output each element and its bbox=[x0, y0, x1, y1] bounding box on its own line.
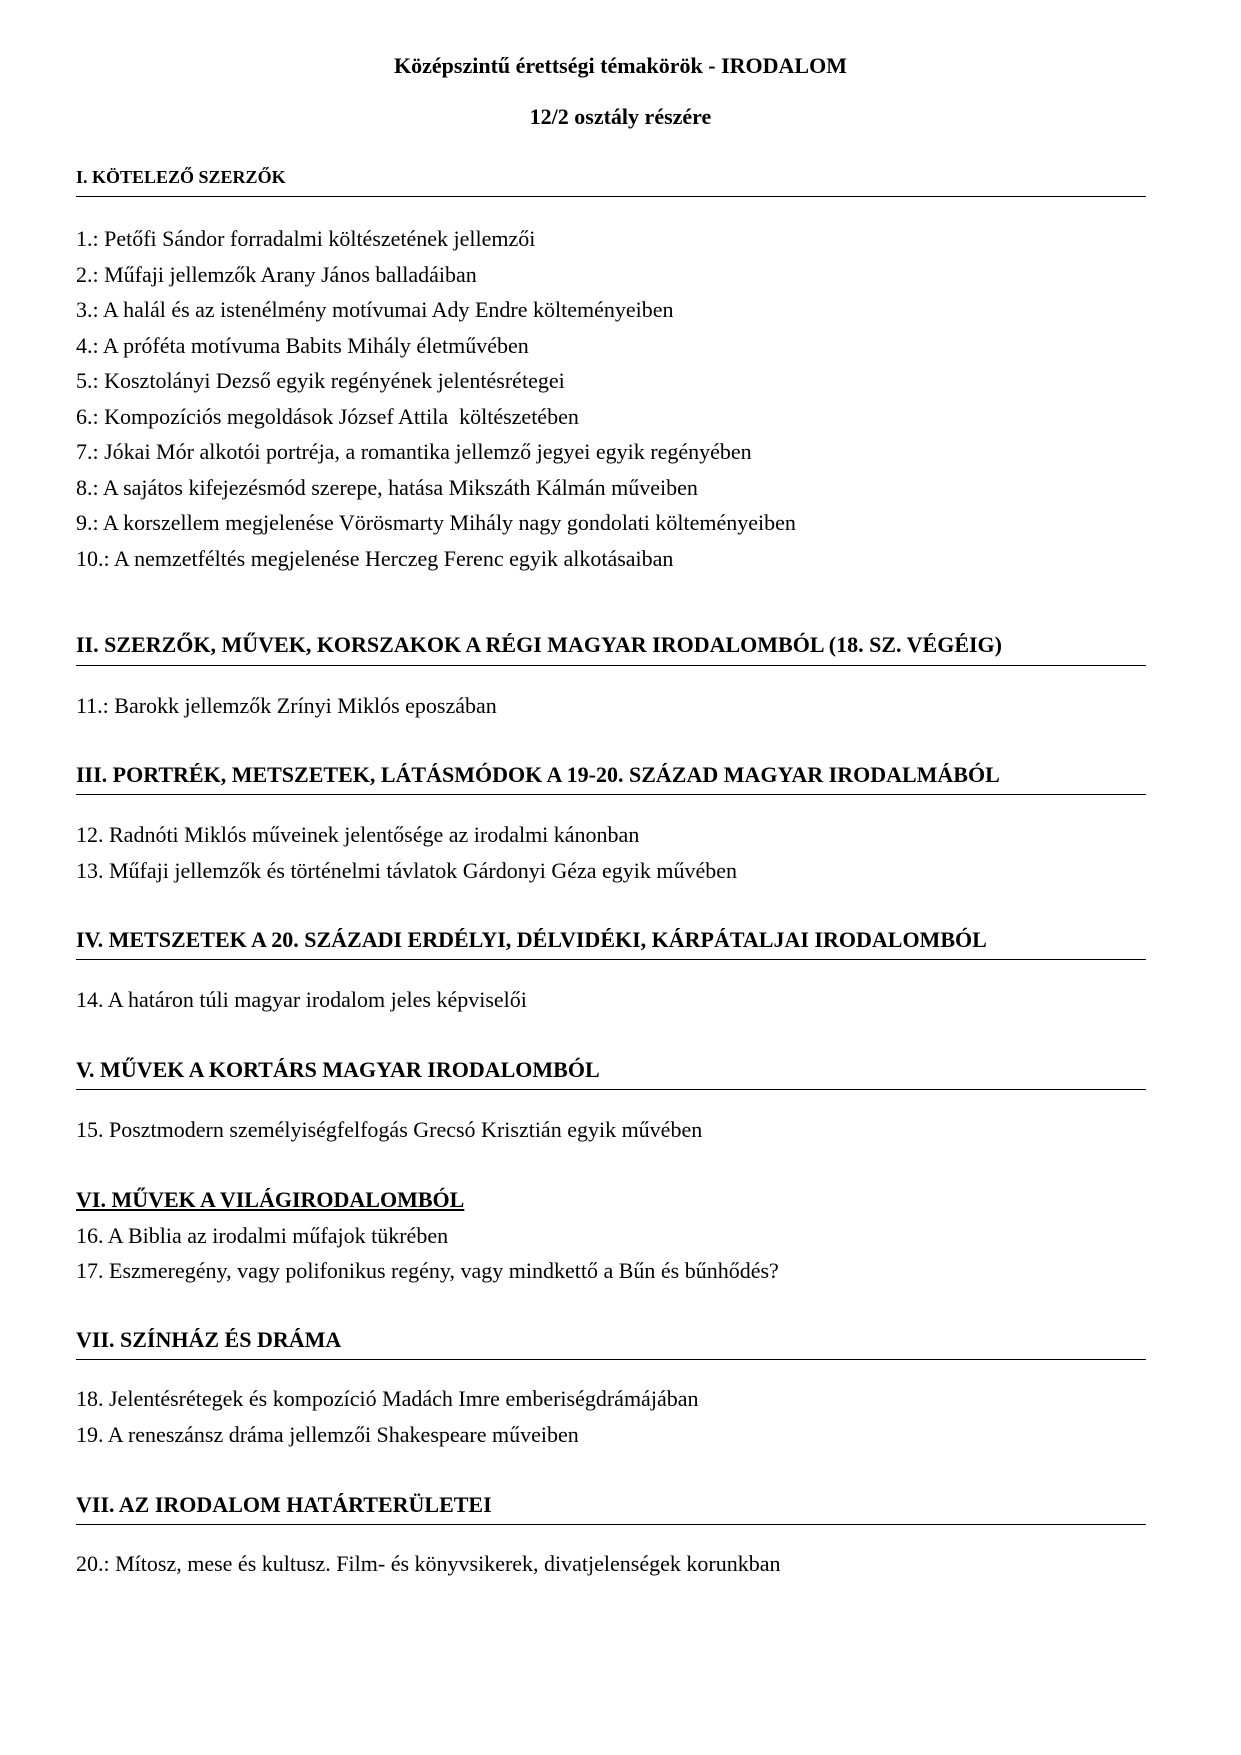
list-item: 7.: Jókai Mór alkotói portréja, a romantika jellemző jegyei egyik regényében bbox=[76, 439, 752, 464]
list-item: 8.: A sajátos kifejezésmód szerepe, hatása Mikszáth Kálmán műveiben bbox=[76, 475, 698, 500]
section-heading-8: VII. AZ IRODALOM HATÁRTERÜLETEI bbox=[76, 1492, 492, 1517]
list-item: 16. A Biblia az irodalmi műfajok tükrében bbox=[76, 1223, 449, 1248]
list-item: 6.: Kompozíciós megoldások József Attila költészetében bbox=[76, 404, 579, 429]
section-divider bbox=[76, 665, 1146, 666]
list-item: 4.: A próféta motívuma Babits Mihály életművében bbox=[76, 333, 529, 358]
list-item: 2.: Műfaji jellemzők Arany János balladáiban bbox=[76, 262, 477, 287]
section-divider bbox=[76, 1089, 1146, 1090]
list-item: 17. Eszmeregény, vagy polifonikus regény, vagy mindkettő a Bűn és bűnhődés? bbox=[76, 1258, 779, 1283]
section-heading-5: V. MŰVEK A KORTÁRS MAGYAR IRODALOMBÓL bbox=[76, 1057, 600, 1082]
list-item: 15. Posztmodern személyiségfelfogás Grecsó Krisztián egyik művében bbox=[76, 1117, 703, 1142]
list-item: 11.: Barokk jellemzők Zrínyi Miklós eposzában bbox=[76, 693, 497, 718]
list-item: 3.: A halál és az istenélmény motívumai Ady Endre költeményeiben bbox=[76, 297, 674, 322]
section-heading-7: VII. SZÍNHÁZ ÉS DRÁMA bbox=[76, 1327, 342, 1352]
list-item: 9.: A korszellem megjelenése Vörösmarty Mihály nagy gondolati költeményeiben bbox=[76, 510, 796, 535]
list-item: 18. Jelentésrétegek és kompozíció Madách Imre emberiségdrámájában bbox=[76, 1386, 699, 1411]
list-item: 14. A határon túli magyar irodalom jeles képviselői bbox=[76, 987, 527, 1012]
section-divider bbox=[76, 959, 1146, 960]
list-item: 12. Radnóti Miklós műveinek jelentősége az irodalmi kánonban bbox=[76, 822, 640, 847]
section-heading-3: III. PORTRÉK, METSZETEK, LÁTÁSMÓDOK A 19-20. SZÁZAD MAGYAR IRODALMÁBÓL bbox=[76, 762, 1000, 787]
section-divider bbox=[76, 1359, 1146, 1360]
list-item: 5.: Kosztolányi Dezső egyik regényének jelentésrétegei bbox=[76, 368, 565, 393]
list-item: 13. Műfaji jellemzők és történelmi távlatok Gárdonyi Géza egyik művében bbox=[76, 858, 738, 883]
list-item: 20.: Mítosz, mese és kultusz. Film- és könyvsikerek, divatjelenségek korunkban bbox=[76, 1551, 781, 1576]
list-item: 10.: A nemzetféltés megjelenése Herczeg Ferenc egyik alkotásaiban bbox=[76, 546, 674, 571]
section-heading-2: II. SZERZŐK, MŰVEK, KORSZAKOK A RÉGI MAGYAR IRODALOMBÓL (18. SZ. VÉGÉIG) bbox=[76, 632, 1002, 657]
document-subtitle: 12/2 osztály részére bbox=[529, 104, 712, 129]
list-item: 1.: Petőfi Sándor forradalmi költészetének jellemzői bbox=[76, 226, 536, 251]
list-item: 19. A reneszánsz dráma jellemzői Shakespeare műveiben bbox=[76, 1422, 579, 1447]
section-divider bbox=[76, 794, 1146, 795]
document-title: Középszintű érettségi témakörök - IRODALOM bbox=[394, 53, 847, 78]
section-divider bbox=[76, 196, 1146, 197]
section-heading-1: I. KÖTELEZŐ SZERZŐK bbox=[76, 167, 286, 187]
section-heading-6: VI. MŰVEK A VILÁGIRODALOMBÓL bbox=[76, 1187, 465, 1212]
section-divider bbox=[76, 1524, 1146, 1525]
section-heading-4: IV. METSZETEK A 20. SZÁZADI ERDÉLYI, DÉLVIDÉKI, KÁRPÁTALJAI IRODALOMBÓL bbox=[76, 927, 987, 952]
